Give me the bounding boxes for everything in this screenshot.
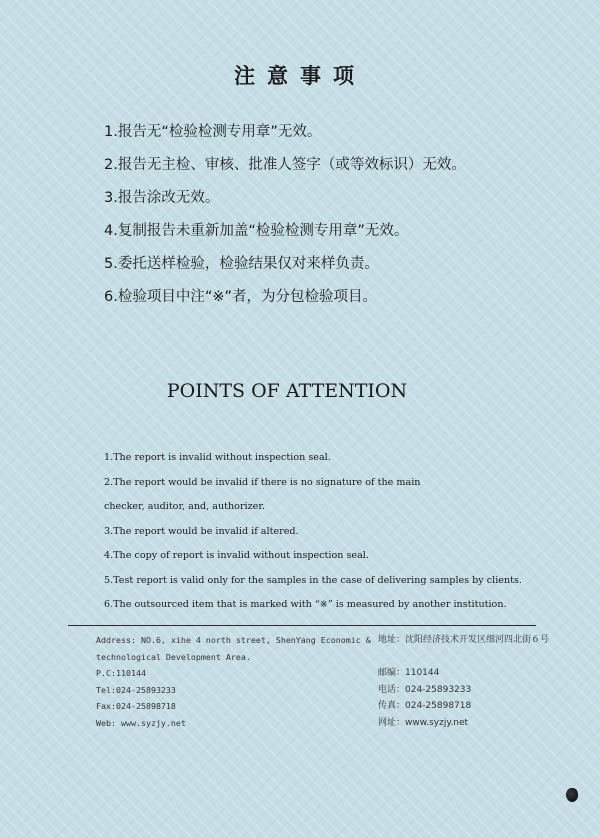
ink-spot — [566, 788, 578, 802]
footer-address-en: Address: NO.6, xihe 4 north street, ShenYang Economic & — [96, 635, 371, 645]
footer-postcode-en: P.C:110144 — [96, 668, 146, 678]
footer-web-en: Web: www.syzjy.net — [96, 717, 186, 728]
cn-notice-list — [104, 120, 466, 318]
footer-tel-en: Tel:024-25893233 — [96, 684, 176, 695]
cn-notice-item: 2.报告无主检、审核、批准人签字（或等效标识）无效。 — [104, 157, 466, 173]
en-notice-item-continuation: checker, auditor, and, authorizer. — [104, 501, 265, 512]
cn-notice-item: 6.检验项目中注“※”者，为分包检验项目。 — [104, 289, 378, 305]
cn-notice-item: 1.报告无“检验检测专用章”无效。 — [104, 124, 322, 140]
en-notice-item: 6.The outsourced item that is marked with “※” is measured by another institution. — [104, 599, 507, 610]
en-notice-item: 1.The report is invalid without inspection seal. — [104, 452, 331, 463]
footer-fax-en: Fax:024-25898718 — [96, 701, 176, 711]
cn-notice-item: 3.报告涂改无效。 — [104, 190, 220, 206]
footer-address-cn: 地址：沈阳经济技术开发区细河四北街６号 — [378, 635, 550, 645]
footer-web-cn: 网址：www.syzjy.net — [378, 717, 469, 728]
footer-address-en-cont: technological Development Area. — [96, 651, 251, 662]
footer-tel-cn: 电话：024-25893233 — [378, 684, 472, 695]
en-notice-list — [104, 446, 522, 618]
footer-postcode-cn: 邮编：110144 — [378, 668, 440, 678]
en-notice-item: 3.The report would be invalid if altered. — [104, 525, 299, 537]
en-notice-item: 5.Test report is valid only for the samples in the case of delivering samples by clients. — [104, 574, 522, 586]
footer-divider — [68, 625, 536, 626]
cn-notice-item: 5.委托送样检验，检验结果仅对来样负责。 — [104, 256, 379, 272]
footer-spacer — [378, 649, 549, 665]
cn-notice-title: 注意事项 — [234, 64, 366, 88]
footer-contact-en — [96, 632, 371, 731]
footer-contact-cn — [378, 632, 549, 731]
footer-fax-cn: 传真：024-25898718 — [378, 701, 472, 711]
en-notice-item: 2.The report would be invalid if there is no signature of the main — [104, 476, 421, 488]
en-notice-title: POINTS OF ATTENTION — [166, 380, 408, 402]
en-notice-item: 4.The copy of report is invalid without inspection seal. — [104, 550, 369, 561]
cn-notice-item: 4.复制报告未重新加盖“检验检测专用章”无效。 — [104, 223, 409, 239]
